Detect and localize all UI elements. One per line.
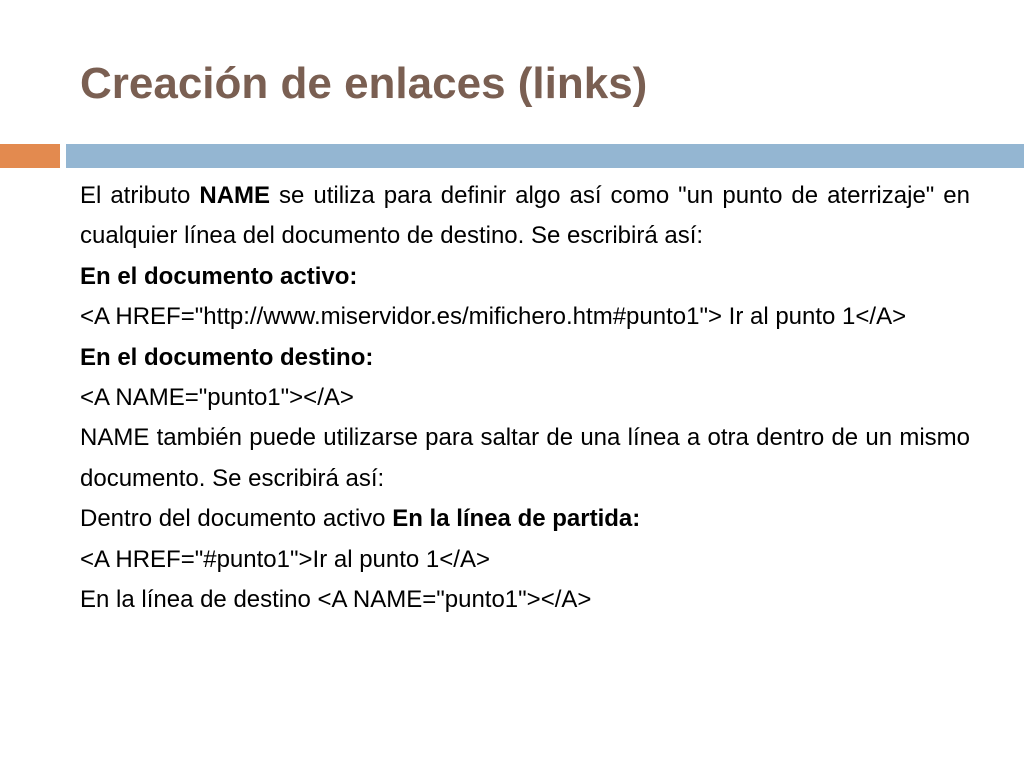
heading-documento-destino-text: En el documento destino: [80,343,374,371]
paragraph-name-attribute-start: El atributo [80,182,200,209]
paragraph-dentro-bold: En la línea de partida: [392,505,641,533]
slide-title: Creación de enlaces (links) [80,59,648,108]
code-href-full: <A HREF="http://www.miservidor.es/mifichero.htm#punto1"> Ir al punto 1</A> [80,303,907,331]
slide-body [80,176,970,620]
paragraph-dentro-documento [80,499,970,539]
name-keyword: NAME [199,182,271,209]
paragraph-name-attribute [80,176,970,257]
paragraph-name-attribute-end: se utiliza para definir algo así como "un punto de aterrizaje" en cualquier línea del documento de destino. Se escribirá así: [80,182,970,250]
code-name-anchor: <A NAME="punto1"></A> [80,384,354,412]
paragraph-linea-destino: En la línea de destino <A NAME="punto1"></A> [80,586,592,614]
heading-documento-activo-text: En el documento activo: [80,262,358,290]
accent-rule-orange [0,144,60,168]
heading-documento-destino [80,338,970,378]
code-href-local: <A HREF="#punto1">Ir al punto 1</A> [80,545,490,573]
accent-rule-blue [66,144,1024,168]
paragraph-dentro-text: Dentro del documento activo [80,505,393,533]
paragraph-name-tambien: NAME también puede utilizarse para saltar de una línea a otra dentro de un mismo documento. Se escribirá así: [80,424,970,492]
heading-documento-activo [80,257,970,297]
